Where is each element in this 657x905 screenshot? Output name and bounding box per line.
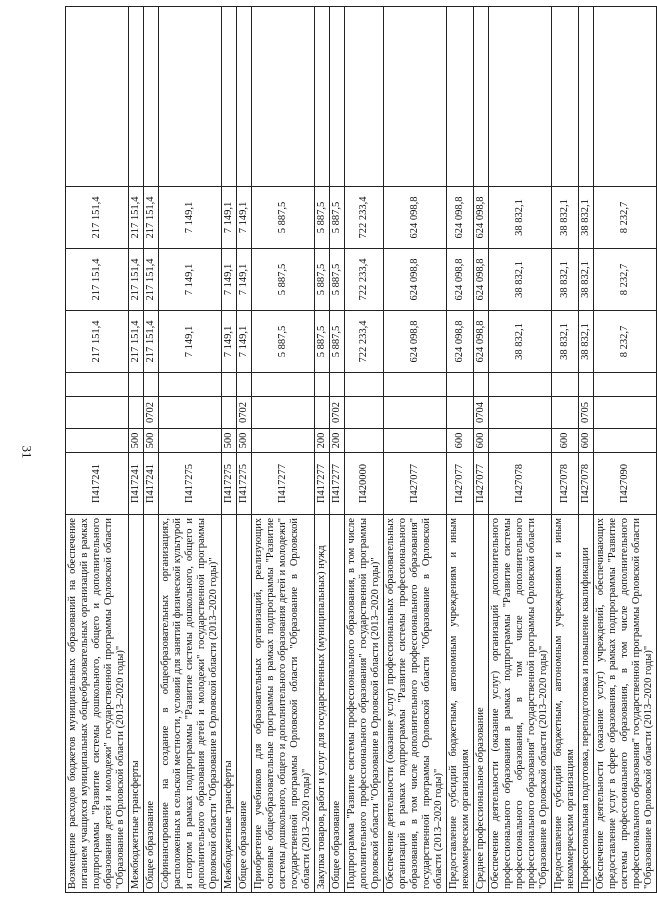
row-name-cell: Обеспечение деятельности (оказание услуг) профессиональных образовательных организаций в рамках подпрограммы "Развитие системы профессионального образования, в том числе дополнительного профессионального образования" государственной программы Орловской области "Образование в Орловской области (2013–2020 годы)" bbox=[384, 515, 447, 893]
row-extra-cell bbox=[594, 373, 657, 397]
row-extra-cell bbox=[159, 373, 222, 397]
row-sum2-cell: 624 098,8 bbox=[384, 249, 447, 311]
row-code-cell: П417275 bbox=[237, 453, 252, 515]
row-code-cell: П427077 bbox=[447, 453, 474, 515]
row-sum2-cell: 7 149,1 bbox=[159, 249, 222, 311]
row-rz-cell bbox=[345, 397, 384, 429]
row-rz-cell bbox=[66, 397, 129, 429]
row-extra-cell bbox=[129, 373, 144, 397]
row-sum3-cell: 38 832,1 bbox=[552, 187, 579, 249]
table-row bbox=[345, 7, 384, 893]
table-row bbox=[474, 7, 489, 893]
row-sum1-cell: 38 832,1 bbox=[552, 311, 579, 373]
row-extra-cell bbox=[315, 373, 330, 397]
row-sum1-cell: 722 233,4 bbox=[345, 311, 384, 373]
row-extra-cell bbox=[474, 373, 489, 397]
row-sum2-cell: 38 832,1 bbox=[579, 249, 594, 311]
row-sum2-cell: 38 832,1 bbox=[552, 249, 579, 311]
table-row bbox=[144, 7, 159, 893]
row-extra-cell bbox=[489, 373, 552, 397]
row-blank-cell bbox=[252, 7, 315, 187]
row-vr-cell bbox=[384, 429, 447, 453]
row-code-cell: П427077 bbox=[384, 453, 447, 515]
row-sum3-cell: 7 149,1 bbox=[237, 187, 252, 249]
row-sum2-cell: 217 151,4 bbox=[66, 249, 129, 311]
row-sum2-cell: 5 887,5 bbox=[315, 249, 330, 311]
table-row bbox=[252, 7, 315, 893]
row-vr-cell: 200 bbox=[315, 429, 330, 453]
row-sum1-cell: 7 149,1 bbox=[237, 311, 252, 373]
row-name-cell: Обеспечение деятельности (оказание услуг) организаций дополнительного профессионального образования в рамках подпрограммы "Развитие системы профессионального образования, в том числе дополнительного профессионального образования" государственной программы Орловской области "Образование в Орловской области (2013–2020 годы)" bbox=[489, 515, 552, 893]
row-blank-cell bbox=[129, 7, 144, 187]
budget-table bbox=[65, 6, 657, 893]
row-code-cell: П427078 bbox=[552, 453, 579, 515]
row-blank-cell bbox=[144, 7, 159, 187]
row-name-cell: Обеспечение деятельности (оказание услуг) учреждений, обеспечивающих предоставление услуг в сфере образования, в рамках подпрограммы "Развитие системы профессионального образования, в том числе дополнительного профессионального образования" государственной программы Орловской области "Образование в Орловской области (2013–2020 годы)" bbox=[594, 515, 657, 893]
table-row bbox=[315, 7, 330, 893]
row-rz-cell bbox=[552, 397, 579, 429]
row-sum1-cell: 217 151,4 bbox=[144, 311, 159, 373]
row-name-cell: Возмещение расходов бюджетов муниципальных образований на обеспечение питанием учащихся муниципальных общеобразовательных организаций в рамках подпрограммы "Развитие системы дошкольного, общего и дополнительного образования детей и молодежи" государственной программы Орловской области "Образование в Орловской области (2013–2020 годы)" bbox=[66, 515, 129, 893]
row-sum2-cell: 38 832,1 bbox=[489, 249, 552, 311]
row-extra-cell bbox=[222, 373, 237, 397]
row-sum3-cell: 217 151,4 bbox=[66, 187, 129, 249]
row-blank-cell bbox=[489, 7, 552, 187]
row-sum3-cell: 217 151,4 bbox=[144, 187, 159, 249]
row-vr-cell: 600 bbox=[474, 429, 489, 453]
row-vr-cell: 200 bbox=[330, 429, 345, 453]
row-sum3-cell: 38 832,1 bbox=[489, 187, 552, 249]
row-extra-cell bbox=[552, 373, 579, 397]
row-sum3-cell: 217 151,4 bbox=[129, 187, 144, 249]
row-name-cell: Общее образование bbox=[237, 515, 252, 893]
row-sum2-cell: 722 233,4 bbox=[345, 249, 384, 311]
row-vr-cell bbox=[489, 429, 552, 453]
row-extra-cell bbox=[579, 373, 594, 397]
row-sum2-cell: 5 887,5 bbox=[252, 249, 315, 311]
table-row bbox=[237, 7, 252, 893]
row-vr-cell: 500 bbox=[237, 429, 252, 453]
row-name-cell: Общее образование bbox=[144, 515, 159, 893]
row-rz-cell bbox=[447, 397, 474, 429]
table-row bbox=[489, 7, 552, 893]
row-blank-cell bbox=[222, 7, 237, 187]
row-blank-cell bbox=[66, 7, 129, 187]
row-blank-cell bbox=[474, 7, 489, 187]
row-extra-cell bbox=[66, 373, 129, 397]
table-row bbox=[552, 7, 579, 893]
row-blank-cell bbox=[330, 7, 345, 187]
row-code-cell: П427078 bbox=[579, 453, 594, 515]
row-sum2-cell: 624 098,8 bbox=[474, 249, 489, 311]
row-sum2-cell: 217 151,4 bbox=[129, 249, 144, 311]
table-row bbox=[129, 7, 144, 893]
row-rz-cell: 0702 bbox=[144, 397, 159, 429]
row-sum1-cell: 5 887,5 bbox=[315, 311, 330, 373]
row-sum2-cell: 217 151,4 bbox=[144, 249, 159, 311]
row-extra-cell bbox=[144, 373, 159, 397]
row-code-cell: П427090 bbox=[594, 453, 657, 515]
row-rz-cell bbox=[384, 397, 447, 429]
row-name-cell: Закупка товаров, работ и услуг для государственных (муниципальных) нужд bbox=[315, 515, 330, 893]
table-row bbox=[384, 7, 447, 893]
row-rz-cell bbox=[594, 397, 657, 429]
table-row bbox=[222, 7, 237, 893]
row-rz-cell bbox=[129, 397, 144, 429]
row-sum3-cell: 5 887,5 bbox=[315, 187, 330, 249]
table-row bbox=[594, 7, 657, 893]
table-row bbox=[66, 7, 129, 893]
row-name-cell: Межбюджетные трансферты bbox=[129, 515, 144, 893]
row-extra-cell bbox=[447, 373, 474, 397]
row-sum1-cell: 5 887,5 bbox=[252, 311, 315, 373]
row-blank-cell bbox=[384, 7, 447, 187]
row-code-cell: П417241 bbox=[144, 453, 159, 515]
row-rz-cell: 0704 bbox=[474, 397, 489, 429]
row-extra-cell bbox=[330, 373, 345, 397]
row-vr-cell: 600 bbox=[579, 429, 594, 453]
table-row bbox=[330, 7, 345, 893]
row-sum1-cell: 624 098,8 bbox=[384, 311, 447, 373]
row-sum3-cell: 8 232,7 bbox=[594, 187, 657, 249]
row-vr-cell: 500 bbox=[129, 429, 144, 453]
row-blank-cell bbox=[345, 7, 384, 187]
row-sum1-cell: 7 149,1 bbox=[159, 311, 222, 373]
row-blank-cell bbox=[315, 7, 330, 187]
row-sum1-cell: 217 151,4 bbox=[129, 311, 144, 373]
row-code-cell: П417277 bbox=[252, 453, 315, 515]
row-blank-cell bbox=[447, 7, 474, 187]
row-vr-cell: 600 bbox=[552, 429, 579, 453]
row-sum3-cell: 7 149,1 bbox=[222, 187, 237, 249]
row-sum1-cell: 8 232,7 bbox=[594, 311, 657, 373]
row-vr-cell: 600 bbox=[447, 429, 474, 453]
row-sum1-cell: 624 098,8 bbox=[474, 311, 489, 373]
row-rz-cell: 0702 bbox=[330, 397, 345, 429]
row-code-cell: П417241 bbox=[129, 453, 144, 515]
row-name-cell: Софинансирование на создание в общеобразовательных организациях, расположенных в сельской местности, условий для занятий физической культурой и спортом в рамках подпрограммы "Развитие системы дошкольного, общего и дополнительного образования детей и молодежи" государственной программы Орловской области "Образование в Орловской области (2013–2020 годы)" bbox=[159, 515, 222, 893]
row-blank-cell bbox=[159, 7, 222, 187]
row-sum3-cell: 624 098,8 bbox=[447, 187, 474, 249]
row-blank-cell bbox=[552, 7, 579, 187]
row-sum3-cell: 5 887,5 bbox=[330, 187, 345, 249]
row-vr-cell: 500 bbox=[144, 429, 159, 453]
row-code-cell: П417275 bbox=[159, 453, 222, 515]
row-sum1-cell: 38 832,1 bbox=[579, 311, 594, 373]
row-rz-cell bbox=[222, 397, 237, 429]
row-sum3-cell: 624 098,8 bbox=[474, 187, 489, 249]
table-row bbox=[159, 7, 222, 893]
row-extra-cell bbox=[237, 373, 252, 397]
row-sum1-cell: 217 151,4 bbox=[66, 311, 129, 373]
row-vr-cell bbox=[159, 429, 222, 453]
table-row bbox=[447, 7, 474, 893]
row-sum2-cell: 7 149,1 bbox=[237, 249, 252, 311]
row-code-cell: П427078 bbox=[489, 453, 552, 515]
row-code-cell: П417275 bbox=[222, 453, 237, 515]
table-row bbox=[579, 7, 594, 893]
row-vr-cell: 500 bbox=[222, 429, 237, 453]
row-sum3-cell: 624 098,8 bbox=[384, 187, 447, 249]
row-vr-cell bbox=[66, 429, 129, 453]
row-rz-cell: 0702 bbox=[237, 397, 252, 429]
row-sum1-cell: 624 098,8 bbox=[447, 311, 474, 373]
row-name-cell: Среднее профессиональное образование bbox=[474, 515, 489, 893]
row-rz-cell bbox=[315, 397, 330, 429]
row-rz-cell bbox=[489, 397, 552, 429]
row-name-cell: Приобретение учебников для образовательных организаций, реализующих основные общеобразовательные программы в рамках подпрограммы "Развитие системы дошкольного, общего и дополнительного образования детей и молодежи" государственной программы Орловской области "Образование в Орловской области (2013–2020 годы)" bbox=[252, 515, 315, 893]
row-sum2-cell: 624 098,8 bbox=[447, 249, 474, 311]
row-extra-cell bbox=[252, 373, 315, 397]
row-blank-cell bbox=[579, 7, 594, 187]
row-blank-cell bbox=[594, 7, 657, 187]
row-sum2-cell: 8 232,7 bbox=[594, 249, 657, 311]
row-code-cell: П417241 bbox=[66, 453, 129, 515]
row-name-cell: Предоставление субсидий бюджетным, автономным учреждениям и иным некоммерческим организациям bbox=[447, 515, 474, 893]
row-extra-cell bbox=[384, 373, 447, 397]
rotated-page bbox=[65, 7, 657, 893]
row-sum3-cell: 38 832,1 bbox=[579, 187, 594, 249]
row-sum3-cell: 722 233,4 bbox=[345, 187, 384, 249]
row-blank-cell bbox=[237, 7, 252, 187]
row-name-cell: Подпрограмма "Развитие системы профессионального образования, в том числе дополнительного профессионального образования" государственной программы Орловской области "Образование в Орловской области (2013–2020 годы)" bbox=[345, 515, 384, 893]
row-code-cell: П417277 bbox=[315, 453, 330, 515]
row-rz-cell bbox=[252, 397, 315, 429]
row-extra-cell bbox=[345, 373, 384, 397]
row-name-cell: Предоставление субсидий бюджетным, автономным учреждениям и иным некоммерческим организациям bbox=[552, 515, 579, 893]
row-rz-cell: 0705 bbox=[579, 397, 594, 429]
row-sum2-cell: 7 149,1 bbox=[222, 249, 237, 311]
row-sum1-cell: 5 887,5 bbox=[330, 311, 345, 373]
row-sum2-cell: 5 887,5 bbox=[330, 249, 345, 311]
row-name-cell: Межбюджетные трансферты bbox=[222, 515, 237, 893]
row-sum1-cell: 38 832,1 bbox=[489, 311, 552, 373]
row-sum1-cell: 7 149,1 bbox=[222, 311, 237, 373]
row-vr-cell bbox=[594, 429, 657, 453]
row-code-cell: П420000 bbox=[345, 453, 384, 515]
row-code-cell: П427077 bbox=[474, 453, 489, 515]
row-vr-cell bbox=[345, 429, 384, 453]
row-sum3-cell: 5 887,5 bbox=[252, 187, 315, 249]
row-sum3-cell: 7 149,1 bbox=[159, 187, 222, 249]
row-name-cell: Общее образование bbox=[330, 515, 345, 893]
row-vr-cell bbox=[252, 429, 315, 453]
row-name-cell: Профессиональная подготовка, переподготовка и повышение квалификации bbox=[579, 515, 594, 893]
row-code-cell: П417277 bbox=[330, 453, 345, 515]
page-number: 31 bbox=[19, 445, 35, 459]
row-rz-cell bbox=[159, 397, 222, 429]
